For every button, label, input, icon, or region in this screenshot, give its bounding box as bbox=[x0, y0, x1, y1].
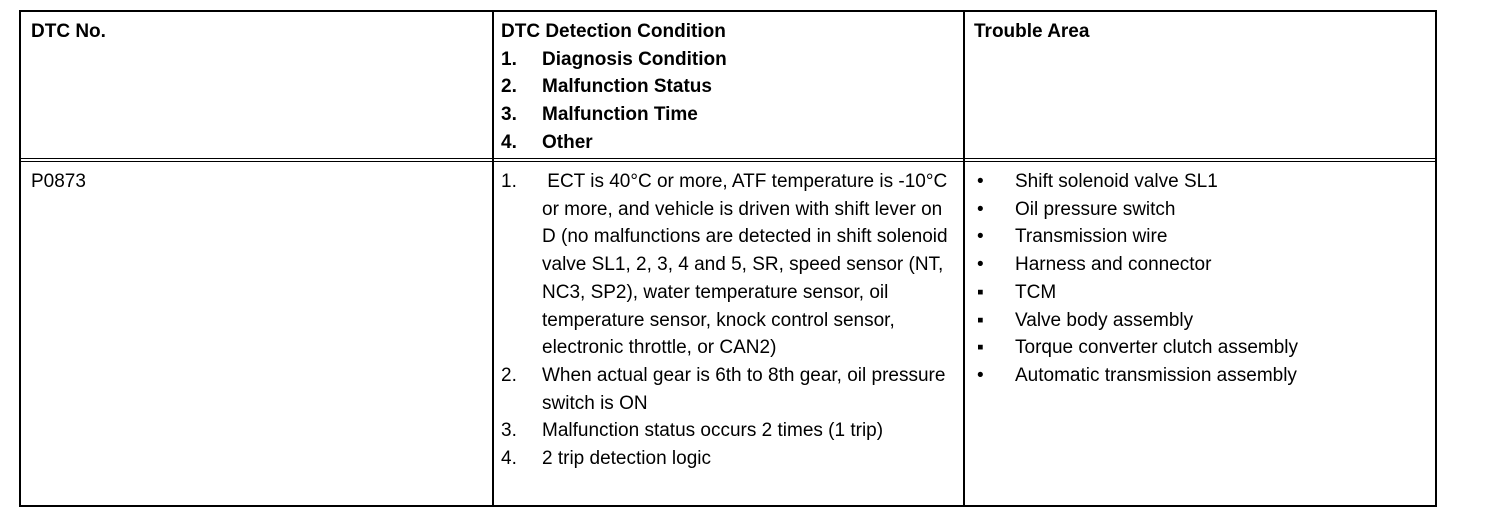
dtc-table bbox=[19, 10, 1437, 507]
trouble-area-list bbox=[974, 168, 1434, 390]
header-dtc-no: DTC No. bbox=[31, 21, 106, 42]
list-item: 3. Malfunction status occurs 2 times (1 trip) bbox=[501, 420, 884, 442]
list-item: 4. Other bbox=[501, 131, 593, 153]
list-item: • Shift solenoid valve SL1 bbox=[977, 171, 1218, 192]
list-item: • Harness and connector bbox=[977, 254, 1212, 276]
list-item: 2. Malfunction Status bbox=[501, 76, 712, 98]
list-item: ▪ Valve body assembly bbox=[977, 309, 1194, 331]
header-trouble-area: Trouble Area bbox=[974, 21, 1090, 42]
list-item: 2. When actual gear is 6th to 8th gear, oil pressure switch is ON bbox=[501, 364, 946, 414]
header-detection-list bbox=[501, 46, 961, 157]
list-item: ▪ TCM bbox=[977, 281, 1057, 303]
condition-list bbox=[501, 168, 961, 473]
list-item: • Transmission wire bbox=[977, 226, 1168, 248]
dtc-code: P0873 bbox=[31, 171, 86, 192]
trouble-areas bbox=[974, 168, 1434, 390]
list-item: • Automatic transmission assembly bbox=[977, 364, 1297, 386]
header-divider bbox=[21, 158, 1435, 162]
list-item: ▪ Torque converter clutch assembly bbox=[977, 337, 1299, 359]
column-divider bbox=[963, 12, 965, 505]
list-item: 1. Diagnosis Condition bbox=[501, 48, 727, 70]
list-item: 3. Malfunction Time bbox=[501, 104, 698, 126]
list-item: • Oil pressure switch bbox=[977, 198, 1176, 220]
header-detection-condition bbox=[501, 18, 961, 157]
detection-conditions bbox=[501, 168, 961, 473]
column-divider bbox=[492, 12, 494, 505]
list-item: 1. ECT is 40°C or more, ATF temperature is -10°C or more, and vehicle is driven with shift lever on D (no malfunctions are detected in shift solenoid valve SL1, 2, 3, 4 and 5, SR, speed sensor (NT, NC3, SP2), water temperature sensor, oil temperature sensor, knock control sensor, electronic throttle, or CAN2) bbox=[501, 171, 953, 359]
list-item: 4. 2 trip detection logic bbox=[501, 448, 711, 470]
header-detection-title: DTC Detection Condition bbox=[501, 21, 726, 42]
